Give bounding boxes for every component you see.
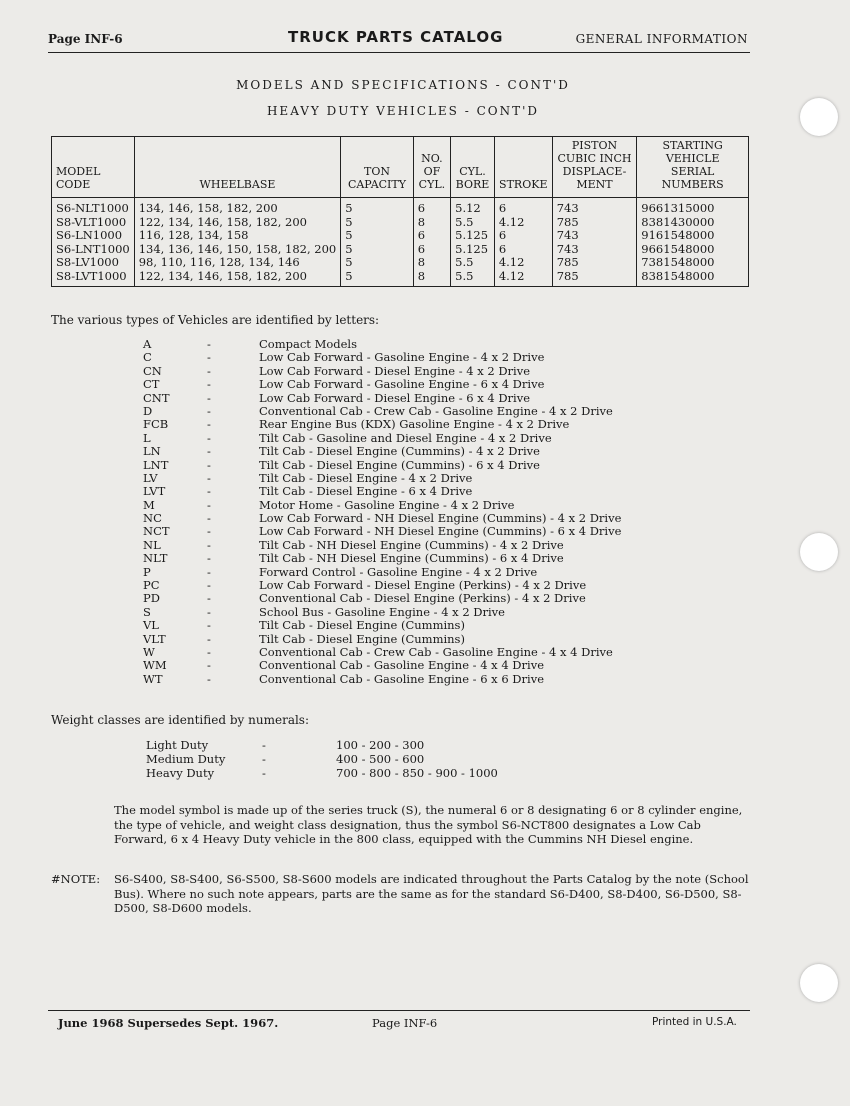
separator-dash: - xyxy=(262,738,266,752)
cell-wheelbase: 122, 134, 146, 158, 182, 200 xyxy=(134,216,341,230)
cell-model: S8-LVT1000 xyxy=(52,270,135,287)
vehicle-type-item xyxy=(143,418,703,431)
vehicle-type-description: Low Cab Forward - NH Diesel Engine (Cummins) - 4 x 2 Drive xyxy=(259,511,622,526)
vehicle-type-description: Tilt Cab - NH Diesel Engine (Cummins) - 6 x 4 Drive xyxy=(259,551,564,566)
cell-wheelbase: 134, 146, 158, 182, 200 xyxy=(134,198,341,216)
separator-dash: - xyxy=(262,752,266,766)
vehicle-type-description: Low Cab Forward - Gasoline Engine - 6 x 4 Drive xyxy=(259,377,545,392)
separator-dash: - xyxy=(207,337,211,351)
table-row xyxy=(52,256,749,270)
vehicle-type-code: LVT xyxy=(143,484,166,499)
vehicle-type-code: PC xyxy=(143,578,160,593)
vehicle-type-item xyxy=(143,633,703,646)
vehicle-type-code: FCB xyxy=(143,417,169,432)
separator-dash: - xyxy=(207,363,211,378)
cell-model: S8-VLT1000 xyxy=(52,216,135,230)
cell-bore: 5.125 xyxy=(451,243,495,257)
cell-model: S6-NLT1000 xyxy=(52,198,135,216)
vehicle-type-description: Conventional Cab - Diesel Engine (Perkins) - 4 x 2 Drive xyxy=(259,591,586,606)
binder-hole-middle xyxy=(800,533,838,571)
weight-class-name: Heavy Duty xyxy=(146,766,215,780)
vehicle-type-description: Tilt Cab - Diesel Engine (Cummins) xyxy=(259,618,465,633)
vehicle-type-description: Low Cab Forward - Diesel Engine (Perkins) - 4 x 2 Drive xyxy=(259,578,587,593)
header-line: CYL. xyxy=(418,178,446,191)
cell-cylinders: 8 xyxy=(413,270,450,287)
header-line: PISTON xyxy=(571,139,618,152)
cell-ton: 5 xyxy=(341,270,413,287)
cell-displacement: 743 xyxy=(552,229,637,243)
separator-dash: - xyxy=(207,390,211,405)
vehicle-type-description: Compact Models xyxy=(259,337,358,351)
cell-displacement: 785 xyxy=(552,216,637,230)
separator-dash: - xyxy=(207,551,211,566)
vehicle-type-description: Tilt Cab - NH Diesel Engine (Cummins) - 4 x 2 Drive xyxy=(259,537,564,552)
separator-dash: - xyxy=(207,644,211,659)
vehicle-type-description: Low Cab Forward - Gasoline Engine - 4 x 2 Drive xyxy=(259,350,545,365)
vehicle-type-item xyxy=(143,619,703,632)
cell-serial-number: 9661548000 xyxy=(637,243,749,257)
separator-dash: - xyxy=(207,658,211,673)
header-line: CUBIC INCH xyxy=(557,152,632,165)
separator-dash: - xyxy=(207,470,211,485)
cell-stroke: 4.12 xyxy=(494,216,552,230)
vehicle-type-code: CT xyxy=(143,377,160,392)
separator-dash: - xyxy=(207,537,211,552)
vehicle-type-item xyxy=(143,392,703,405)
vehicle-type-item xyxy=(143,485,703,498)
vehicle-type-code: VL xyxy=(143,618,159,633)
vehicle-type-code: WT xyxy=(143,671,163,686)
vehicle-type-code: A xyxy=(143,337,152,351)
vehicle-type-description: Tilt Cab - Gasoline and Diesel Engine - 4 x 2 Drive xyxy=(259,430,552,445)
vehicle-type-item xyxy=(143,472,703,485)
vehicle-type-code: WM xyxy=(143,658,167,673)
binder-hole-bottom xyxy=(800,964,838,1002)
vehicle-type-item xyxy=(143,512,703,525)
cell-wheelbase: 134, 136, 146, 150, 158, 182, 200 xyxy=(134,243,341,257)
cell-model: S8-LV1000 xyxy=(52,256,135,270)
header-line: WHEELBASE xyxy=(199,178,276,191)
cell-cylinders: 6 xyxy=(413,198,450,216)
vehicle-type-item xyxy=(143,592,703,605)
weight-class-item xyxy=(146,752,566,766)
vehicle-type-item xyxy=(143,459,703,472)
separator-dash: - xyxy=(207,484,211,499)
separator-dash: - xyxy=(207,497,211,512)
separator-dash: - xyxy=(207,511,211,526)
cell-bore: 5.5 xyxy=(451,216,495,230)
vehicle-type-item xyxy=(143,525,703,538)
separator-dash: - xyxy=(207,444,211,459)
cell-ton: 5 xyxy=(341,216,413,230)
separator-dash: - xyxy=(207,591,211,606)
vehicle-types-list xyxy=(143,338,703,686)
cell-bore: 5.5 xyxy=(451,270,495,287)
vehicle-type-description: Conventional Cab - Gasoline Engine - 4 x 4 Drive xyxy=(259,658,544,673)
vehicle-type-description: School Bus - Gasoline Engine - 4 x 2 Drive xyxy=(259,604,505,619)
vehicle-type-code: S xyxy=(143,604,151,619)
cell-bore: 5.12 xyxy=(451,198,495,216)
vehicle-type-code: VLT xyxy=(143,631,166,646)
vehicle-type-item xyxy=(143,539,703,552)
header-page-number: Page INF-6 xyxy=(48,32,123,46)
vehicle-type-description: Rear Engine Bus (KDX) Gasoline Engine - 4 x 2 Drive xyxy=(259,417,570,432)
col-header-bore xyxy=(451,137,495,198)
vehicle-type-description: Low Cab Forward - Diesel Engine - 4 x 2 Drive xyxy=(259,363,531,378)
separator-dash: - xyxy=(207,457,211,472)
cell-bore: 5.125 xyxy=(451,229,495,243)
header-line: OF xyxy=(423,165,441,178)
cell-bore: 5.5 xyxy=(451,256,495,270)
header-line: CAPACITY xyxy=(347,178,406,191)
separator-dash: - xyxy=(207,578,211,593)
vehicle-type-item xyxy=(143,566,703,579)
weight-class-values: 100 - 200 - 300 xyxy=(336,738,425,752)
vehicle-type-description: Tilt Cab - Diesel Engine - 4 x 2 Drive xyxy=(259,470,473,485)
cell-displacement: 785 xyxy=(552,256,637,270)
vehicle-type-item xyxy=(143,646,703,659)
vehicle-type-code: LNT xyxy=(143,457,169,472)
col-header-serial xyxy=(637,137,749,198)
vehicle-type-item xyxy=(143,365,703,378)
header-line: STARTING xyxy=(662,139,723,152)
vehicle-type-code: M xyxy=(143,497,155,512)
weight-class-item xyxy=(146,766,566,780)
cell-wheelbase: 98, 110, 116, 128, 134, 146 xyxy=(134,256,341,270)
header-section: GENERAL INFORMATION xyxy=(575,32,748,46)
weight-class-values: 400 - 500 - 600 xyxy=(336,752,425,766)
header-line: BORE xyxy=(455,178,490,191)
header-line: TON xyxy=(363,165,390,178)
cell-cylinders: 8 xyxy=(413,256,450,270)
cell-serial-number: 8381430000 xyxy=(637,216,749,230)
vehicle-type-code: NLT xyxy=(143,551,168,566)
vehicle-type-item xyxy=(143,432,703,445)
cell-model: S6-LN1000 xyxy=(52,229,135,243)
vehicle-type-item xyxy=(143,378,703,391)
cell-serial-number: 8381548000 xyxy=(637,270,749,287)
vehicle-type-item xyxy=(143,338,703,351)
weight-class-values: 700 - 800 - 850 - 900 - 1000 xyxy=(336,766,498,780)
cell-serial-number: 7381548000 xyxy=(637,256,749,270)
cell-cylinders: 8 xyxy=(413,216,450,230)
col-header-model xyxy=(52,137,135,198)
separator-dash: - xyxy=(207,350,211,365)
table-row xyxy=(52,216,749,230)
vehicle-type-description: Tilt Cab - Diesel Engine (Cummins) - 4 x 2 Drive xyxy=(259,444,540,459)
weight-classes-list xyxy=(146,738,566,780)
vehicle-type-item xyxy=(143,351,703,364)
cell-displacement: 743 xyxy=(552,198,637,216)
separator-dash: - xyxy=(207,671,211,686)
note-label: #NOTE: xyxy=(51,872,101,886)
header-line: SERIAL NUMBERS xyxy=(661,165,724,191)
vehicle-type-item xyxy=(143,445,703,458)
separator-dash: - xyxy=(207,618,211,633)
vehicle-type-item xyxy=(143,579,703,592)
vehicle-type-description: Forward Control - Gasoline Engine - 4 x 2 Drive xyxy=(259,564,538,579)
separator-dash: - xyxy=(207,604,211,619)
cell-wheelbase: 122, 134, 146, 158, 182, 200 xyxy=(134,270,341,287)
footer-page: Page INF-6 xyxy=(372,1016,438,1030)
vehicle-type-code: CN xyxy=(143,363,162,378)
separator-dash: - xyxy=(207,417,211,432)
cell-ton: 5 xyxy=(341,256,413,270)
cell-stroke: 4.12 xyxy=(494,256,552,270)
cell-displacement: 743 xyxy=(552,243,637,257)
vehicle-type-code: D xyxy=(143,403,153,418)
col-header-ton xyxy=(341,137,413,198)
note-text: S6-S400, S8-S400, S6-S500, S8-S600 models are indicated throughout the Parts Catalog by the note (School Bus). Where no such note appears, parts are the same as for the standard S6-D400, S8-D400, S6-D500, S8-D500, S8-D600 models. xyxy=(114,872,749,915)
separator-dash: - xyxy=(207,564,211,579)
vehicle-type-item xyxy=(143,552,703,565)
vehicle-type-code: CNT xyxy=(143,390,170,405)
model-symbol-paragraph: The model symbol is made up of the series truck (S), the numeral 6 or 8 designating 6 or 8 cylinder engine, the type of vehicle, and weight class designation, thus the symbol S6-NCT800 designates a Low Cab Forward, 6 x 4 Heavy Duty vehicle in the 800 class, equipped with the Cummins NH Diesel engine. xyxy=(114,803,743,846)
table-row xyxy=(52,198,749,216)
page-header xyxy=(48,30,748,50)
section-subtitle: HEAVY DUTY VEHICLES - CONT'D xyxy=(266,104,540,118)
cell-cylinders: 6 xyxy=(413,229,450,243)
header-line: STROKE xyxy=(499,178,548,191)
separator-dash: - xyxy=(207,403,211,418)
col-header-displacement xyxy=(552,137,637,198)
col-header-wheelbase xyxy=(134,137,341,198)
vehicle-type-item xyxy=(143,405,703,418)
cell-ton: 5 xyxy=(341,229,413,243)
separator-dash: - xyxy=(207,631,211,646)
cell-cylinders: 6 xyxy=(413,243,450,257)
header-line: CYL. xyxy=(459,165,486,178)
vehicle-type-code: NCT xyxy=(143,524,170,539)
vehicle-type-code: L xyxy=(143,430,151,445)
cell-ton: 5 xyxy=(341,198,413,216)
vehicle-type-code: PD xyxy=(143,591,160,606)
vehicle-type-description: Motor Home - Gasoline Engine - 4 x 2 Drive xyxy=(259,497,515,512)
cell-serial-number: 9661315000 xyxy=(637,198,749,216)
header-rule xyxy=(48,52,750,53)
vehicle-types-intro: The various types of Vehicles are identified by letters: xyxy=(51,313,380,327)
vehicle-type-code: P xyxy=(143,564,151,579)
table-row xyxy=(52,229,749,243)
vehicle-type-description: Conventional Cab - Gasoline Engine - 6 x 6 Drive xyxy=(259,671,544,686)
cell-model: S6-LNT1000 xyxy=(52,243,135,257)
vehicle-type-item xyxy=(143,659,703,672)
cell-serial-number: 9161548000 xyxy=(637,229,749,243)
cell-stroke: 6 xyxy=(494,198,552,216)
table-header-row xyxy=(52,137,749,198)
footer-date: June 1968 Supersedes Sept. 1967. xyxy=(58,1016,279,1030)
header-line: VEHICLE xyxy=(665,152,720,165)
cell-wheelbase: 116, 128, 134, 158 xyxy=(134,229,341,243)
header-title: TRUCK PARTS CATALOG xyxy=(288,28,504,46)
separator-dash: - xyxy=(207,377,211,392)
vehicle-type-description: Conventional Cab - Crew Cab - Gasoline Engine - 4 x 4 Drive xyxy=(259,644,613,659)
vehicle-type-code: NL xyxy=(143,537,161,552)
vehicle-type-description: Tilt Cab - Diesel Engine - 6 x 4 Drive xyxy=(259,484,473,499)
cell-displacement: 785 xyxy=(552,270,637,287)
cell-ton: 5 xyxy=(341,243,413,257)
vehicle-type-description: Tilt Cab - Diesel Engine (Cummins) xyxy=(259,631,465,646)
weight-class-name: Medium Duty xyxy=(146,752,226,766)
vehicle-type-code: NC xyxy=(143,511,162,526)
vehicle-type-description: Conventional Cab - Crew Cab - Gasoline Engine - 4 x 2 Drive xyxy=(259,403,613,418)
vehicle-type-item xyxy=(143,606,703,619)
cell-stroke: 6 xyxy=(494,229,552,243)
vehicle-type-description: Tilt Cab - Diesel Engine (Cummins) - 6 x 4 Drive xyxy=(259,457,540,472)
separator-dash: - xyxy=(262,766,266,780)
header-line: MODEL xyxy=(56,165,101,178)
header-line: DISPLACE- xyxy=(562,165,627,178)
header-line: MENT xyxy=(576,178,613,191)
weight-class-name: Light Duty xyxy=(146,738,209,752)
section-title: MODELS AND SPECIFICATIONS - CONT'D xyxy=(236,78,570,92)
header-line: CODE xyxy=(56,178,91,191)
footer-rule xyxy=(48,1010,750,1011)
footer-printed: Printed in U.S.A. xyxy=(652,1016,737,1028)
col-header-cyl xyxy=(413,137,450,198)
vehicle-type-code: W xyxy=(143,644,155,659)
vehicle-type-description: Low Cab Forward - Diesel Engine - 6 x 4 Drive xyxy=(259,390,531,405)
weight-class-item xyxy=(146,738,566,752)
vehicle-type-code: LN xyxy=(143,444,161,459)
separator-dash: - xyxy=(207,524,211,539)
vehicle-type-item xyxy=(143,673,703,686)
cell-stroke: 4.12 xyxy=(494,270,552,287)
weight-classes-intro: Weight classes are identified by numerals: xyxy=(51,713,310,727)
header-line: NO. xyxy=(421,152,443,165)
specifications-table xyxy=(51,136,749,287)
table-row xyxy=(52,243,749,257)
table-row xyxy=(52,270,749,287)
cell-stroke: 6 xyxy=(494,243,552,257)
vehicle-type-code: C xyxy=(143,350,152,365)
vehicle-type-item xyxy=(143,499,703,512)
vehicle-type-code: LV xyxy=(143,470,158,485)
col-header-stroke xyxy=(494,137,552,198)
separator-dash: - xyxy=(207,430,211,445)
vehicle-type-description: Low Cab Forward - NH Diesel Engine (Cummins) - 6 x 4 Drive xyxy=(259,524,622,539)
binder-hole-top xyxy=(800,98,838,136)
